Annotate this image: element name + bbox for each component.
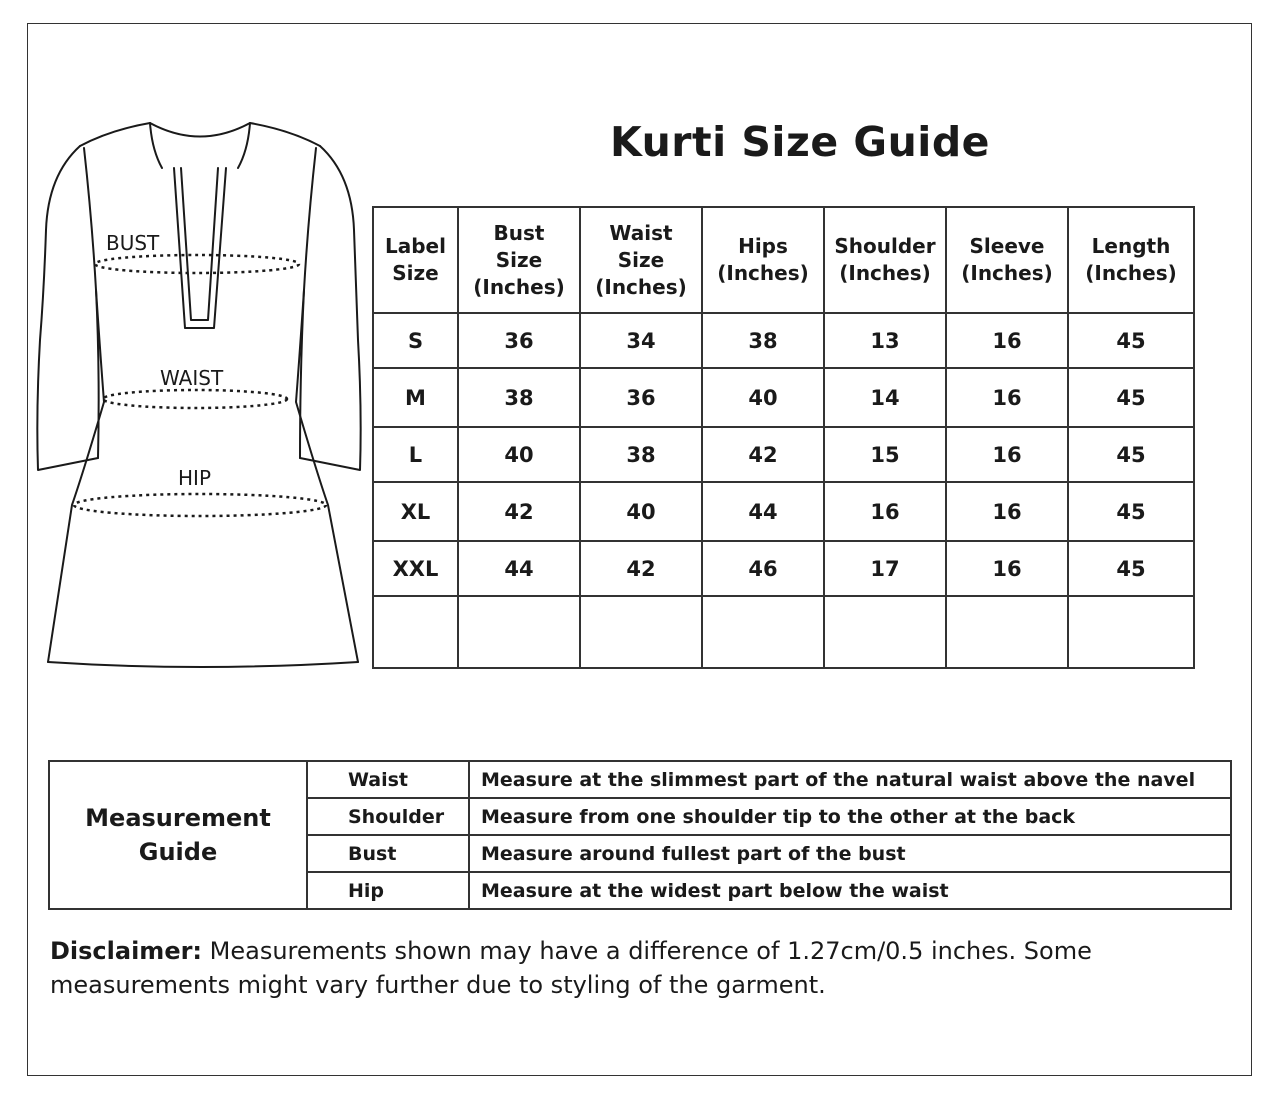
sleeve-value: 16 (946, 313, 1068, 368)
guide-row (49, 761, 1231, 798)
length-value: 45 (1068, 313, 1194, 368)
waist-label: WAIST (160, 366, 224, 390)
guide-key: Waist (307, 761, 469, 798)
length-value: 45 (1068, 482, 1194, 541)
size-table (372, 206, 1195, 669)
length-value: 45 (1068, 541, 1194, 596)
guide-desc: Measure at the widest part below the waist (469, 872, 1231, 909)
shoulder-value: 17 (824, 541, 946, 596)
hips-value: 42 (702, 427, 824, 482)
bust-value: 42 (458, 482, 580, 541)
right-sleeve (300, 146, 361, 470)
bust-value: 40 (458, 427, 580, 482)
header-sleeve: Sleeve (Inches) (946, 207, 1068, 313)
header-label-size: Label Size (373, 207, 458, 313)
size-label: L (373, 427, 458, 482)
kurti-hem (48, 662, 358, 667)
shoulder-value: 15 (824, 427, 946, 482)
guide-key: Shoulder (307, 798, 469, 835)
header-bust: Bust Size (Inches) (458, 207, 580, 313)
kurti-illustration (30, 110, 370, 680)
disclaimer-text: Measurements shown may have a difference of 1.27cm/0.5 inches. Some measurements might vary further due to styling of the garment. (50, 937, 1092, 999)
sleeve-value: 16 (946, 368, 1068, 427)
guide-key: Hip (307, 872, 469, 909)
size-label: XXL (373, 541, 458, 596)
length-value: 45 (1068, 427, 1194, 482)
guide-desc: Measure around fullest part of the bust (469, 835, 1231, 872)
measurement-guide-heading: Measurement Guide (49, 761, 307, 909)
kurti-body-left (48, 290, 104, 662)
sleeve-value: 16 (946, 427, 1068, 482)
waist-value: 40 (580, 482, 702, 541)
guide-desc: Measure from one shoulder tip to the other at the back (469, 798, 1231, 835)
size-label: XL (373, 482, 458, 541)
length-value: 45 (1068, 368, 1194, 427)
bust-measure-line (95, 255, 299, 273)
size-label: S (373, 313, 458, 368)
hips-value: 46 (702, 541, 824, 596)
header-shoulder: Shoulder (Inches) (824, 207, 946, 313)
waist-measure-line (103, 390, 287, 408)
table-row (373, 541, 1194, 596)
header-hips: Hips (Inches) (702, 207, 824, 313)
waist-value: 38 (580, 427, 702, 482)
kurti-body-right (296, 290, 358, 662)
sleeve-value: 16 (946, 541, 1068, 596)
kurti-neckline (150, 123, 250, 137)
hips-value: 44 (702, 482, 824, 541)
bust-value: 36 (458, 313, 580, 368)
sleeve-value: 16 (946, 482, 1068, 541)
bust-value: 44 (458, 541, 580, 596)
page-title: Kurti Size Guide (610, 118, 990, 166)
hip-measure-line (74, 494, 326, 516)
size-label: M (373, 368, 458, 427)
waist-value: 42 (580, 541, 702, 596)
disclaimer-label: Disclaimer: (50, 937, 203, 965)
header-length: Length (Inches) (1068, 207, 1194, 313)
shoulder-value: 16 (824, 482, 946, 541)
shoulder-value: 13 (824, 313, 946, 368)
table-row (373, 427, 1194, 482)
header-waist: Waist Size (Inches) (580, 207, 702, 313)
hips-value: 38 (702, 313, 824, 368)
table-row (373, 313, 1194, 368)
shoulder-value: 14 (824, 368, 946, 427)
waist-value: 36 (580, 368, 702, 427)
table-row (373, 368, 1194, 427)
empty-table-row (373, 596, 1194, 668)
guide-desc: Measure at the slimmest part of the natural waist above the navel (469, 761, 1231, 798)
bust-value: 38 (458, 368, 580, 427)
guide-key: Bust (307, 835, 469, 872)
disclaimer (50, 934, 1240, 1002)
hips-value: 40 (702, 368, 824, 427)
table-row (373, 482, 1194, 541)
size-table-header (373, 207, 1194, 313)
bust-label: BUST (106, 231, 160, 255)
waist-value: 34 (580, 313, 702, 368)
measurement-guide-table (48, 760, 1232, 910)
hip-label: HIP (178, 466, 211, 490)
